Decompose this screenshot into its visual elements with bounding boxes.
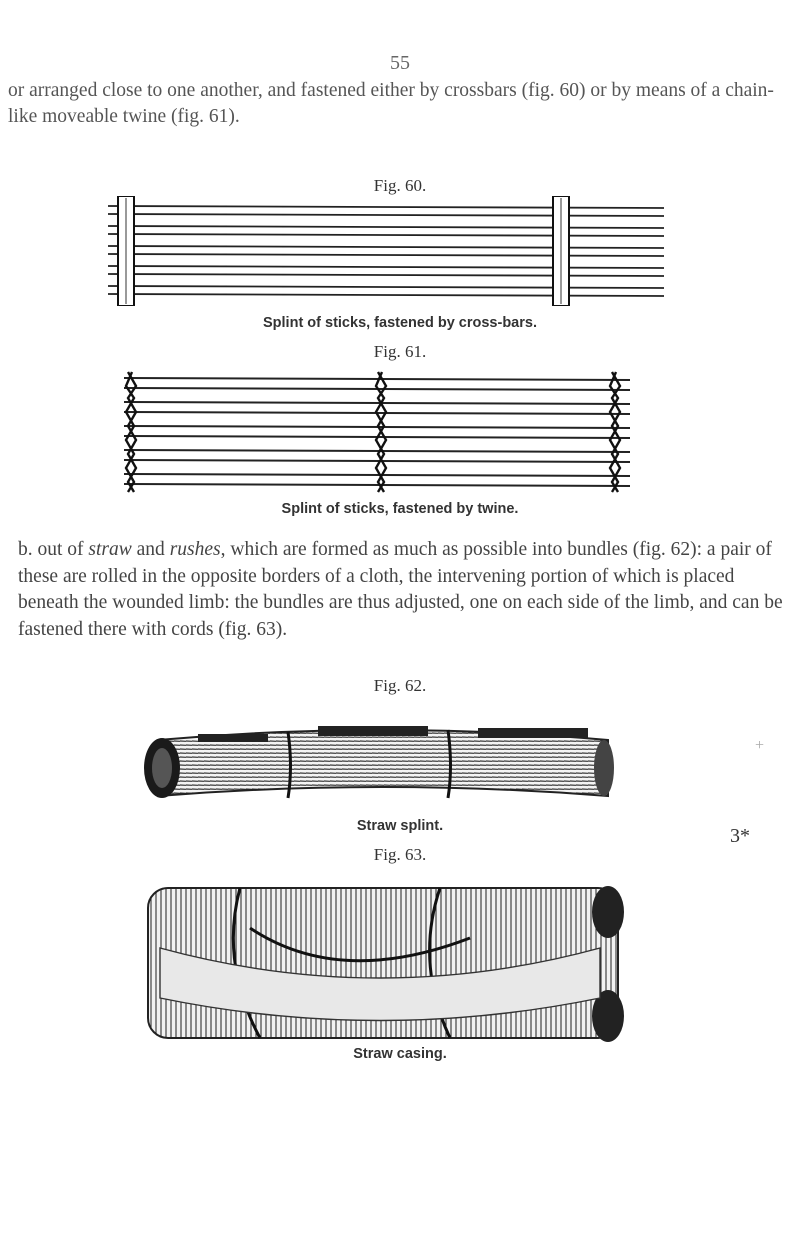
fig-61-twine-splint-illustration [124,368,630,494]
fig-63-caption: Straw casing. [353,1046,447,1062]
paragraph-1: or arranged close to one another, and fastened either by crossbars (fig. 60) or by means of a chain-like moveable twine (fig. 61). [8,80,774,127]
margin-mark: + [755,737,765,754]
paragraph-2-lead: b. out of [18,539,89,560]
paragraph-2-mid: and [131,539,170,560]
signature-mark: 3* [730,825,750,847]
paragraph-2-rushes: rushes [169,539,221,560]
fig-62-caption: Straw splint. [356,818,444,834]
paragraph-2-straw: straw [88,539,132,560]
fig-60-crossbar-splint-illustration [108,196,664,306]
page-number: 55 [390,52,410,74]
fig-61-caption: Splint of sticks, fastened by twine. [281,501,519,517]
fig-61-title: Fig. 61. [373,342,427,361]
fig-63-straw-casing-illustration [140,868,630,1046]
paragraph-2 [18,537,790,643]
fig-62-title: Fig. 62. [373,676,427,695]
fig-62-straw-bundle-illustration [138,712,628,808]
fig-60-title: Fig. 60. [373,176,427,195]
fig-63-title: Fig. 63. [373,845,427,864]
fig-60-caption: Splint of sticks, fastened by cross-bars. [263,315,537,331]
paragraph-2-rest: , which are formed as much as possible into bundles (fig. 62): a pair of these are rolled in the opposite borders of a cloth, the intervening portion of which is placed beneath the wounded limb: the bundles are thus adjusted, one on each side of the limb, and can be fastened there with cords (fig. 63). [18,539,783,640]
